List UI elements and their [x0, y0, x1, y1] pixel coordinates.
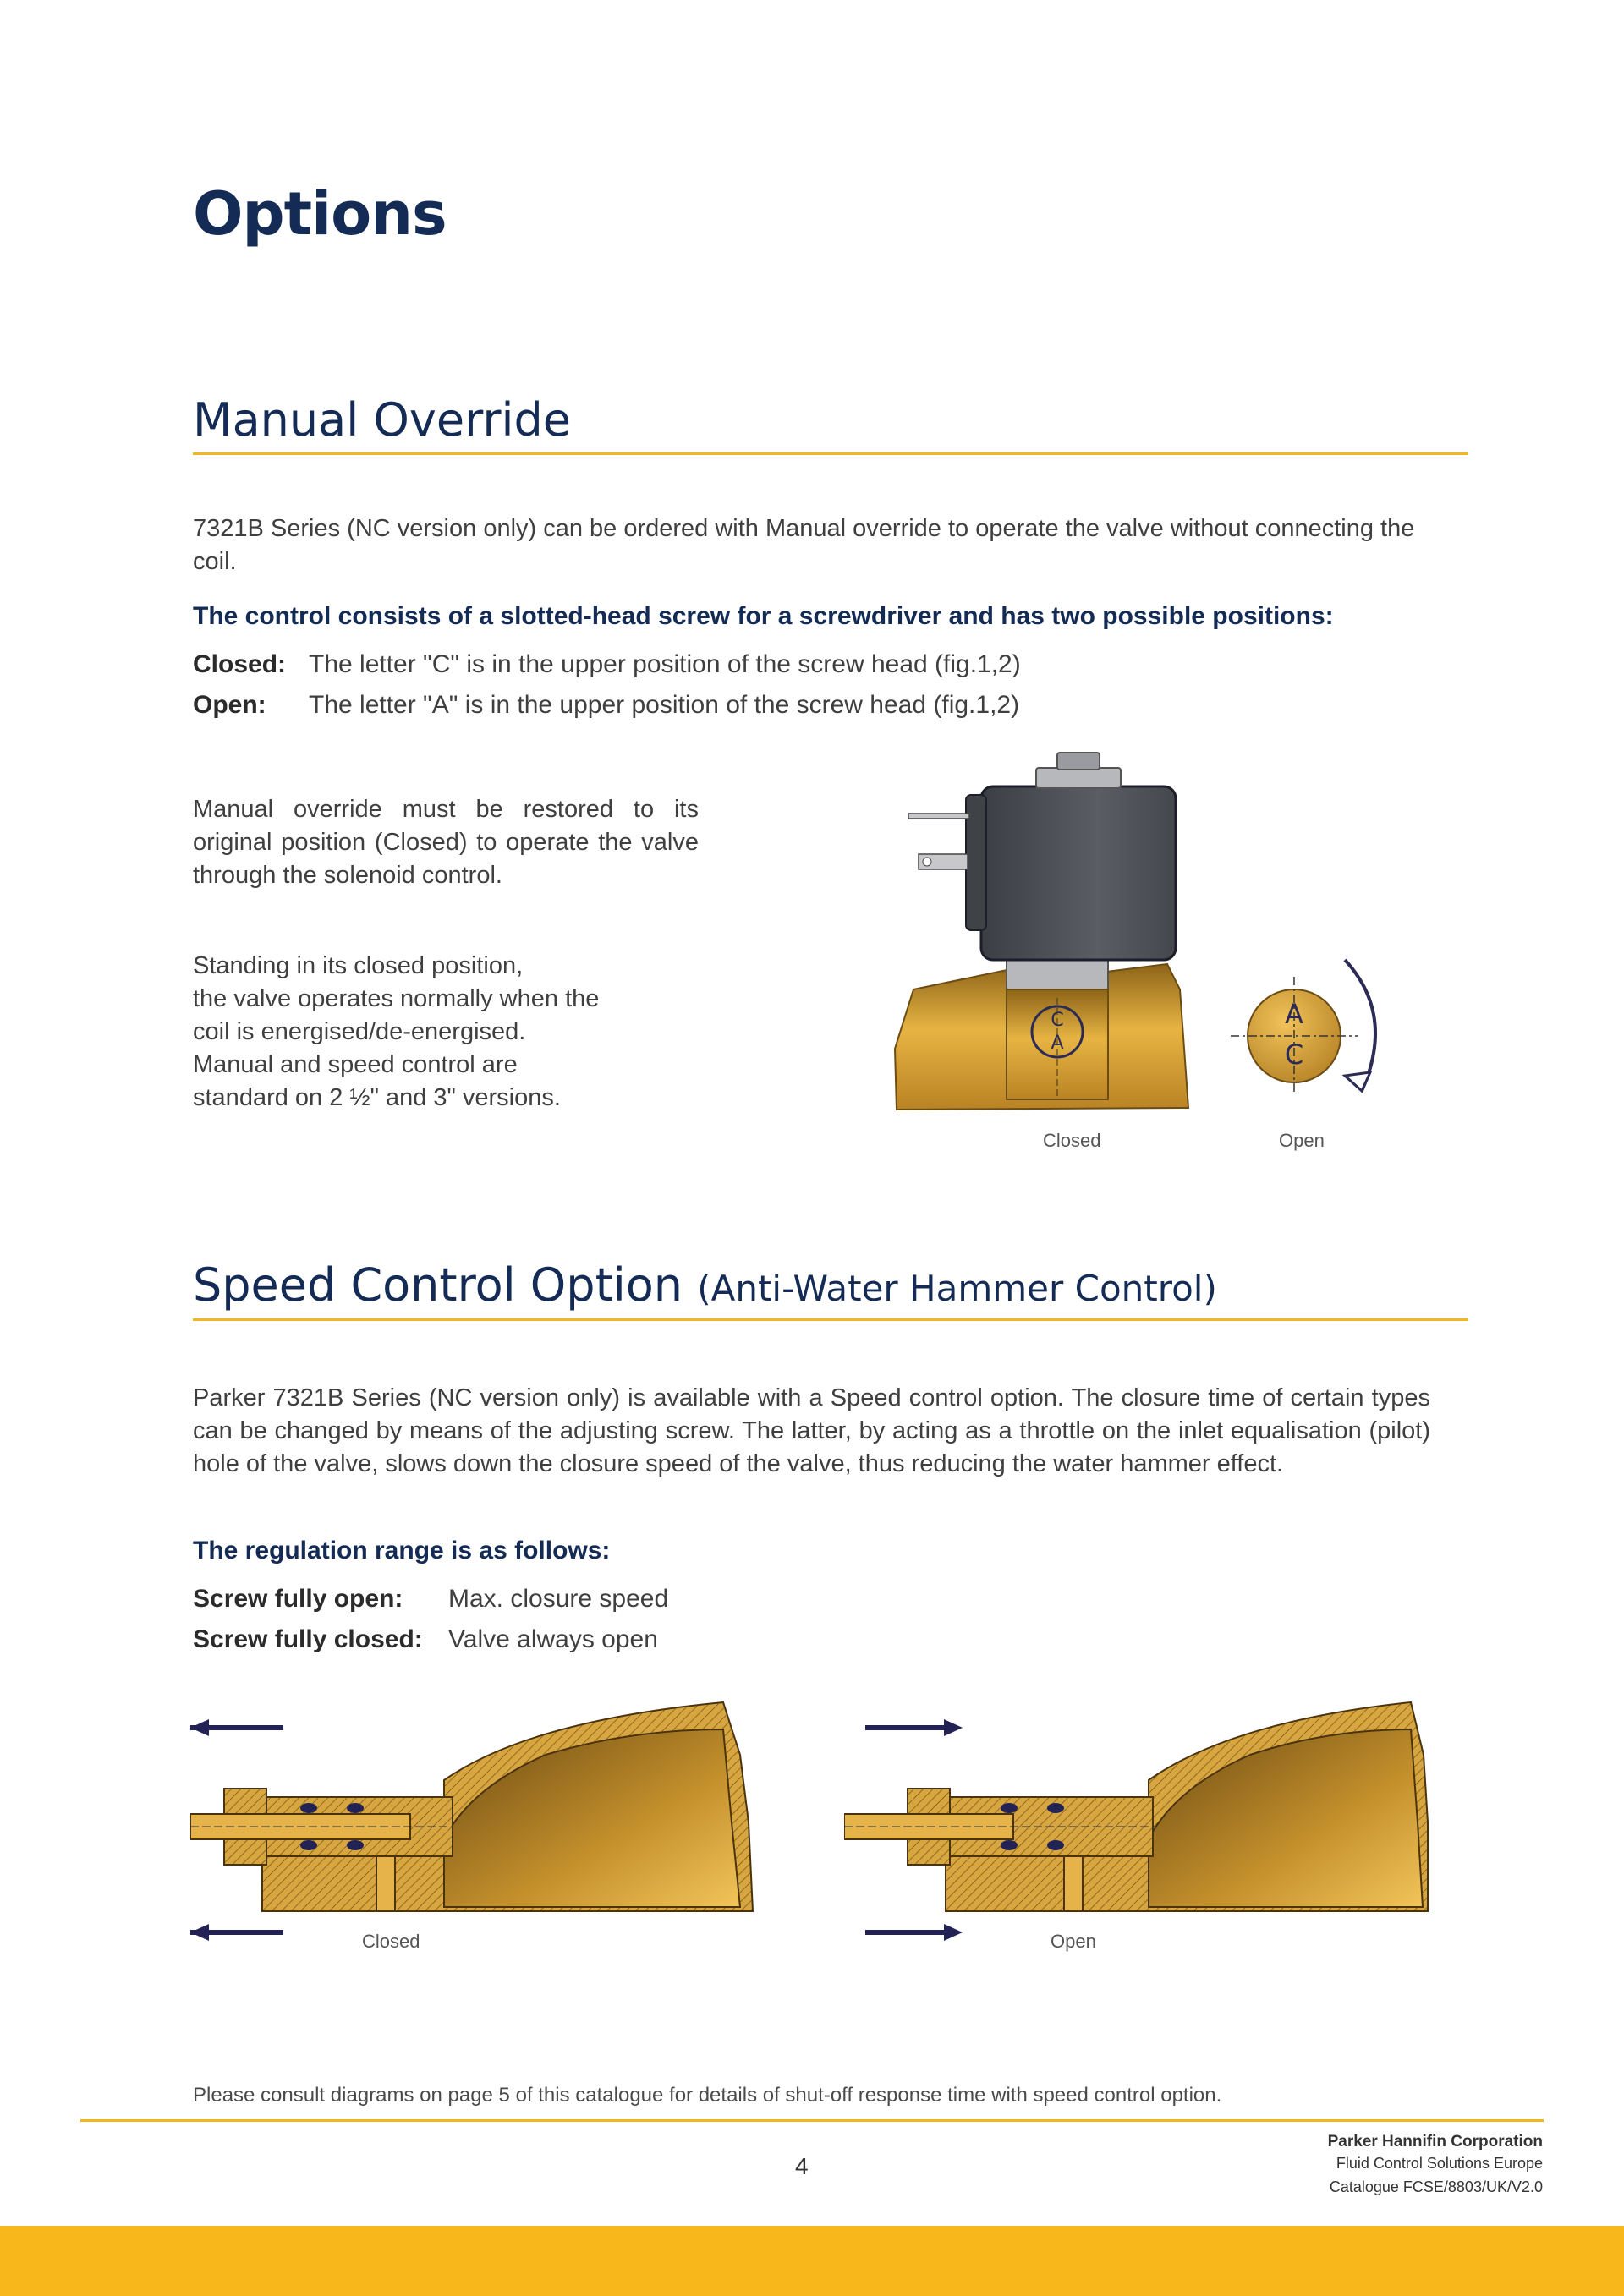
figure-caption-speed-open: Open	[1051, 1931, 1096, 1952]
position-value: The letter "A" is in the upper position of the screw head (fig.1,2)	[309, 691, 1020, 719]
position-closed	[193, 650, 1021, 679]
manual-override-lead: The control consists of a slotted-head screw for a screwdriver and has two possible positions:	[193, 602, 1334, 630]
manual-override-note-restore: Manual override must be restored to its original position (Closed) to operate the valve through the solenoid control.	[193, 796, 699, 889]
heading-main: Speed Control Option	[193, 1258, 683, 1312]
page-title: Options	[193, 179, 447, 249]
position-open	[193, 691, 1019, 720]
range-screw-closed	[193, 1625, 658, 1654]
position-key: Open:	[193, 691, 266, 719]
note-line: coil is energised/de-energised.	[193, 1018, 526, 1045]
screw-head-letter-bottom: C	[1284, 1038, 1304, 1071]
note-line: Standing in its closed position,	[193, 952, 524, 979]
manual-override-intro: 7321B Series (NC version only) can be ordered with Manual override to operate the valve without connecting the coil.	[193, 515, 1415, 575]
section-heading-manual-override: Manual Override	[193, 393, 572, 447]
catalogue-code: Catalogue FCSE/8803/UK/V2.0	[1329, 2178, 1543, 2195]
company-name: Parker Hannifin Corporation	[1327, 2133, 1543, 2151]
note-line: standard on 2 ½" and 3" versions.	[193, 1084, 561, 1111]
corporate-block	[338, 2131, 1543, 2200]
range-key: Screw fully open:	[193, 1585, 403, 1613]
position-value: The letter "C" is in the upper position of the screw head (fig.1,2)	[309, 650, 1021, 678]
figure-caption-speed-closed: Closed	[362, 1931, 420, 1952]
range-value: Valve always open	[448, 1625, 658, 1653]
range-key: Screw fully closed:	[193, 1625, 423, 1653]
valve-screw-letter-bottom: A	[1051, 1033, 1064, 1054]
speed-control-section-closed	[190, 1696, 757, 1949]
section-rule	[193, 452, 1468, 455]
speed-control-section-open	[844, 1696, 1436, 1949]
footer-note: Please consult diagrams on page 5 of this catalogue for details of shut-off response time with speed control option.	[193, 2084, 1222, 2107]
section-rule	[193, 1318, 1468, 1321]
company-division: Fluid Control Solutions Europe	[1336, 2155, 1543, 2172]
page-number: 4	[795, 2153, 809, 2179]
position-key: Closed:	[193, 650, 287, 678]
solenoid-valve-illustration	[888, 744, 1396, 1116]
speed-control-lead: The regulation range is as follows:	[193, 1537, 611, 1564]
range-screw-open	[193, 1585, 668, 1614]
manual-override-note-standing	[193, 950, 700, 1115]
section-heading-speed-control	[193, 1258, 1217, 1312]
speed-control-intro: Parker 7321B Series (NC version only) is available with a Speed control option. The closure time of certain types can be changed by means of the adjusting screw. The latter, by acting as a throttle on the inlet equalisation (pilot) hole of the valve, slows down the closure speed of the valve, thus reducing the water hammer effect.	[193, 1384, 1430, 1477]
note-line: Manual and speed control are	[193, 1051, 518, 1078]
valve-screw-letter-top: C	[1051, 1010, 1064, 1031]
footer-rule	[80, 2119, 1544, 2122]
range-value: Max. closure speed	[448, 1585, 669, 1613]
figure-caption-closed: Closed	[1043, 1130, 1101, 1151]
screw-head-letter-top: A	[1285, 998, 1303, 1030]
heading-suffix: (Anti-Water Hammer Control)	[697, 1268, 1217, 1309]
bottom-brand-band	[0, 2226, 1624, 2296]
note-line: the valve operates normally when the	[193, 985, 600, 1012]
figure-caption-open: Open	[1279, 1130, 1325, 1151]
